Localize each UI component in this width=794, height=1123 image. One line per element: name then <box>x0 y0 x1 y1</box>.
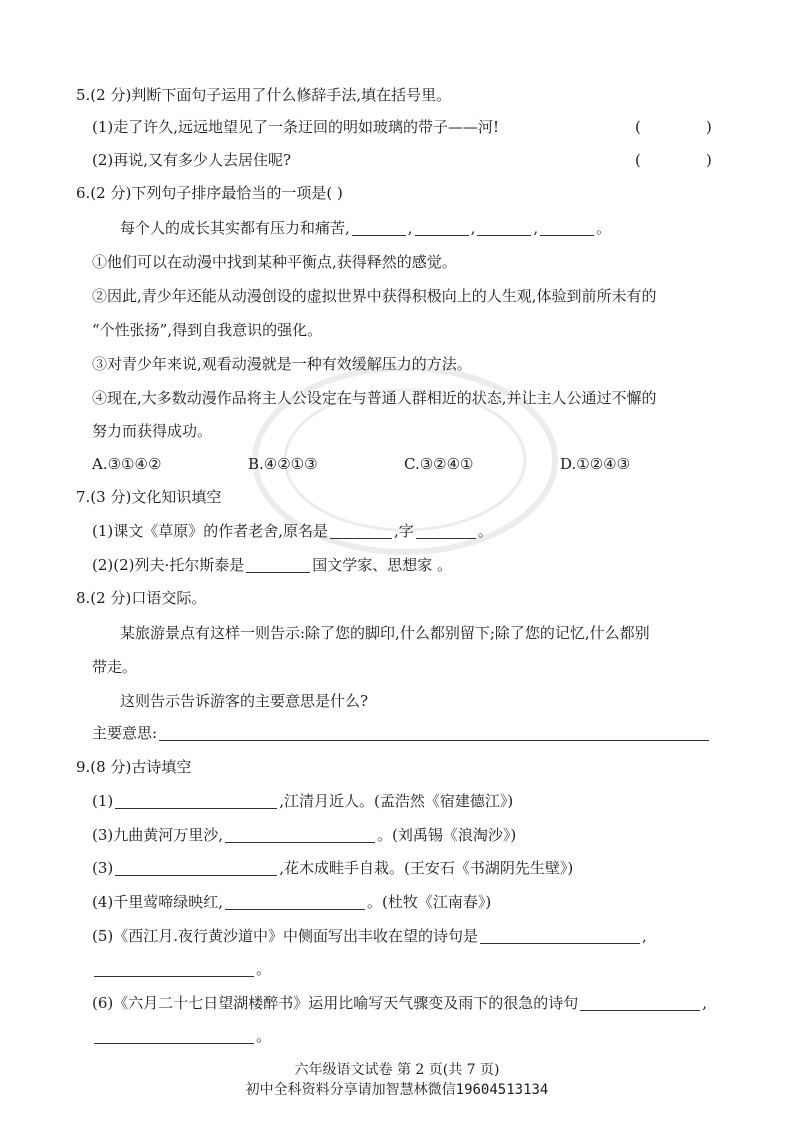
q8-stem: 8.(2 分)口语交际。 <box>76 589 207 607</box>
q6-sentence-4a: ④现在,大多数动漫作品将主人公设定在与普通人群相近的状态,并让主人公通过不懈的 <box>92 389 657 407</box>
q6-option-d[interactable]: D.①②④③ <box>560 455 631 473</box>
q7-stem: 7.(3 分)文化知识填空 <box>76 488 222 506</box>
q6-sep-2: , <box>470 219 476 237</box>
q9-blank-6b[interactable] <box>94 1028 254 1044</box>
q6-sep-3: , <box>533 219 539 237</box>
q9-item-3-num: (3) <box>92 859 114 877</box>
q9-item-2 <box>92 826 516 844</box>
q6-lead-text: 每个人的成长其实都有压力和痛苦, <box>120 219 350 237</box>
q9-item-6-cont <box>92 1027 271 1045</box>
q7-blank-country[interactable] <box>246 557 310 573</box>
q9-item-5-period: 。 <box>256 960 272 978</box>
q6-lead-line <box>120 219 611 237</box>
q9-item-6 <box>92 994 707 1012</box>
q6-blank-1[interactable] <box>352 220 406 236</box>
footer-contact-note: 初中全科资料分享请加智慧林微信19604513134 <box>245 1082 549 1098</box>
q7-blank-name[interactable] <box>330 523 392 539</box>
q6-sentence-2a: ②因此,青少年还能从动漫创设的虚拟世界中获得积极向上的人生观,体验到前所未有的 <box>92 287 657 305</box>
q7-item-1-end: 。 <box>477 522 493 540</box>
q5-stem: 5.(2 分)判断下面句子运用了什么修辞手法,填在括号里。 <box>76 86 452 104</box>
q8-answer-label: 主要意思: <box>92 724 158 742</box>
q9-item-3 <box>92 859 573 877</box>
q9-item-6-text: (6)《六月二十七日望湖楼醉书》运用比喻写天气骤变及雨下的很急的诗句 <box>92 994 579 1012</box>
q9-item-6-period: 。 <box>256 1027 272 1045</box>
q6-stem: 6.(2 分)下列句子排序最恰当的一项是( ) <box>76 184 343 202</box>
q5-item-1-paren-close: ) <box>706 118 712 136</box>
q5-item-2-paren-close: ) <box>706 151 712 169</box>
q6-sentence-2b: “个性张扬”,得到自我意识的强化。 <box>92 321 323 339</box>
q5-item-2: (2)再说,又有多少人去居住呢? <box>92 151 292 169</box>
q6-blank-3[interactable] <box>477 220 531 236</box>
q6-blank-2[interactable] <box>415 220 469 236</box>
q6-blank-4[interactable] <box>540 220 594 236</box>
q7-item-2-text: (2)(2)列夫·托尔斯泰是 <box>92 556 245 574</box>
q6-option-a[interactable]: A.③①④② <box>92 455 162 473</box>
q8-paragraph-1a: 某旅游景点有这样一则告示:除了您的脚印,什么都别留下;除了您的记忆,什么都别 <box>120 624 650 642</box>
q6-sentence-3: ③对青少年来说,观看动漫就是一种有效缓解压力的方法。 <box>92 355 472 373</box>
q9-item-5-cont <box>92 960 271 978</box>
q8-answer-blank[interactable] <box>159 725 709 741</box>
q9-item-4-text: (4)千里莺啼绿映红, <box>92 893 224 911</box>
q9-item-5-text: (5)《西江月.夜行黄沙道中》中侧面写出丰收在望的诗句是 <box>92 927 479 945</box>
q9-item-1-rest: ,江清月近人。(孟浩然《宿建德江》) <box>279 792 514 810</box>
q9-item-5-comma: , <box>642 927 647 945</box>
q7-item-1-text: (1)课文《草原》的作者老舍,原名是 <box>92 522 329 540</box>
q9-item-1 <box>92 792 513 810</box>
q7-item-2-end: 国文学家、思想家 。 <box>312 556 453 574</box>
q7-item-2 <box>92 556 452 574</box>
q9-item-2-text: (3)九曲黄河万里沙, <box>92 826 224 844</box>
q8-answer-line <box>92 724 711 742</box>
q5-item-1-paren-open: ( <box>635 118 641 136</box>
q9-item-6-comma: , <box>702 994 708 1012</box>
q7-blank-courtesy-name[interactable] <box>416 523 476 539</box>
q8-paragraph-1b: 带走。 <box>92 658 138 676</box>
q9-blank-6a[interactable] <box>580 995 700 1011</box>
q9-blank-4[interactable] <box>225 894 365 910</box>
q8-question: 这则告示告诉游客的主要意思是什么? <box>120 692 369 710</box>
q9-blank-5a[interactable] <box>480 928 640 944</box>
q6-sentence-4b: 努力而获得成功。 <box>92 422 213 440</box>
q9-blank-5b[interactable] <box>94 961 254 977</box>
q9-stem: 9.(8 分)古诗填空 <box>76 758 192 776</box>
q9-item-1-num: (1) <box>92 792 114 810</box>
q6-option-c[interactable]: C.③②④① <box>404 455 474 473</box>
q6-option-b[interactable]: B.④②①③ <box>248 455 318 473</box>
q5-item-2-paren-open: ( <box>635 151 641 169</box>
q9-blank-3[interactable] <box>115 860 277 876</box>
page-footer: 六年级语文试卷 第 2 页(共 7 页) <box>294 1062 500 1078</box>
q7-item-1-mid: ,字 <box>394 522 414 540</box>
q9-item-3-rest: ,花木成畦手自栽。(王安石《书湖阴先生壁》) <box>279 859 574 877</box>
q7-item-1 <box>92 522 493 540</box>
q9-blank-2[interactable] <box>225 827 375 843</box>
q6-sep-1: , <box>407 219 413 237</box>
q9-item-2-rest: 。(刘禹锡《浪淘沙》) <box>377 826 517 844</box>
q9-blank-1[interactable] <box>115 793 277 809</box>
q9-item-4 <box>92 893 491 911</box>
q9-item-4-rest: 。(杜牧《江南春》) <box>367 893 492 911</box>
q9-item-5 <box>92 927 647 945</box>
q6-end: 。 <box>596 219 612 237</box>
q6-sentence-1: ①他们可以在动漫中找到某种平衡点,获得释然的感觉。 <box>92 253 457 271</box>
q5-item-1: (1)走了许久,远远地望见了一条迂回的明如玻璃的带子——河! <box>92 118 500 136</box>
